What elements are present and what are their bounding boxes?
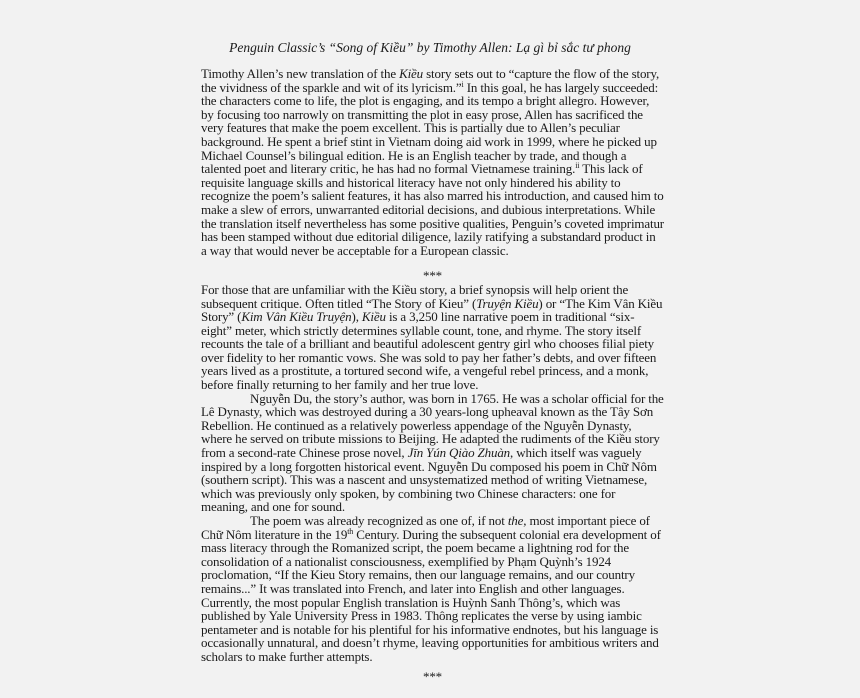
section-separator: *** xyxy=(422,268,443,284)
italic-title: Kiều xyxy=(399,66,424,81)
text-run: Century. During the subsequent colonial era development of mass literacy through the Romanized script, the poem became a lightning rod for the consolidation of a nationalist consciousness, exemplified by Phạm Quỳnh’s 1924 proclomation, “If the Kieu Story remains, then our language remains, and our country remains...” It was translated into French, and later into English and other languages. Currently, the most popular English translation is Huỳnh Sanh Thông’s, which was published by Yale University Press in 1983. Thông replicates the verse by using iambic pentameter and is notable for his plentiful for his informative endnotes, but his language is occasionally unnatural, and doesn’t rhyme, leaving opportunities for ambitious writers and scholars to make further attempts. xyxy=(201,526,661,664)
text-run: For those that are unfamiliar with the Kiều story, a brief synopsis will help orient the subsequent critique. Often titled “The Story of Kieu” ( xyxy=(201,281,629,311)
endnote-marker[interactable]: ii xyxy=(575,161,580,171)
text-run: , which itself was vaguely inspired by a long forgotten historical event. Nguyễn Du composed his poem in Chữ Nôm (southern script). This was a nascent and unsystematized method of writing Vietnamese, which was previously only spoken, by combining two Chinese characters: one for meaning, and one for sound. xyxy=(201,445,657,515)
text-run: is a 3,250 line narrative poem in traditional “six-eight” meter, which strictly determines syllable count, tone, and rhyme. The story itself recounts the tale of a brilliant and beautiful adolescent gentry girl who chooses filial piety over fidelity to her romantic vows. She was sold to pay her father’s debts, and over fifteen years lived as a prostitute, a tortured second wife, a vengeful rebel princess, and a monk, before finally returning to her family and her true love. xyxy=(201,309,657,393)
section-separator: *** xyxy=(422,668,443,684)
italic-title: Kiều xyxy=(361,309,386,325)
text-run: story sets out to “capture the flow of the story, the vividness of the sparkle and wit of its lyricism.” xyxy=(201,66,660,95)
paragraph-author xyxy=(201,392,664,514)
text-run: Nguyễn Du, the story’s author, was born in 1765. He was a scholar official for the Lê Dynasty, which was destroyed during a 30 years-long upheaval known as the Tây Sơn Rebellion. He continued as a relatively powerless appendage of the Nguyễn Dynasty, where he served on tribute missions to Beijing. He adapted the rudiments of the Kiều story from a second-rate Chinese prose novel, xyxy=(201,390,664,461)
text-run: ) or “The Kim Vân Kiều Story” ( xyxy=(201,295,663,325)
italic-title: Jīn Yún Qiào Zhuàn xyxy=(407,445,511,461)
running-header: Penguin Classic’s “Song of Kiều” by Timothy Allen: Lạ gì bỉ sắc tư phong xyxy=(229,40,631,55)
paragraph-intro xyxy=(201,67,664,257)
italic-emphasis: the, xyxy=(507,513,527,528)
text-run: The poem was already recognized as one of, if not xyxy=(250,513,508,528)
text-run: This lack of requisite language skills and historical literacy have not only hindered his ability to recognize the poem’s salient features, it has also marred his introduction, and caused him to make a slew of errors, unwarranted editorial decisions, and dubious interpretations. While the translation itself nevertheless has some positive qualities, Penguin’s coveted imprimatur has been stamped without due editorial diligence, lazily ratifying a substandard product in a way that would never be acceptable for a European classic. xyxy=(201,161,664,258)
superscript: th xyxy=(347,526,354,536)
endnote-marker[interactable]: i xyxy=(461,79,464,89)
italic-title: Truyện Kiều xyxy=(476,295,539,311)
article-body xyxy=(201,67,664,683)
text-run: most important piece of Chữ Nôm literature in the 19 xyxy=(201,513,650,542)
paragraph-synopsis xyxy=(201,283,664,392)
text-run: Timothy Allen’s new translation of the xyxy=(201,66,400,81)
text-run: In this goal, he has largely succeeded: the characters come to life, the plot is engaging, and its tempo a bright allegro. However, by focusing too narrowly on transmitting the plot in easy prose, Allen has sacrificed the very features that make the poem excellent. This is partially due to Allen’s peculiar background. He spent a brief stint in Vietnam doing aid work in 1999, where he picked up Michael Counsel’s bilingual edition. He is an English teacher by trade, and though a talented poet and literary critic, he has had no formal Vietnamese training. xyxy=(201,79,659,177)
italic-title: Kim Vân Kiều Truyện xyxy=(241,309,352,325)
paragraph-reception xyxy=(201,514,664,664)
text-run: ), xyxy=(351,309,362,325)
